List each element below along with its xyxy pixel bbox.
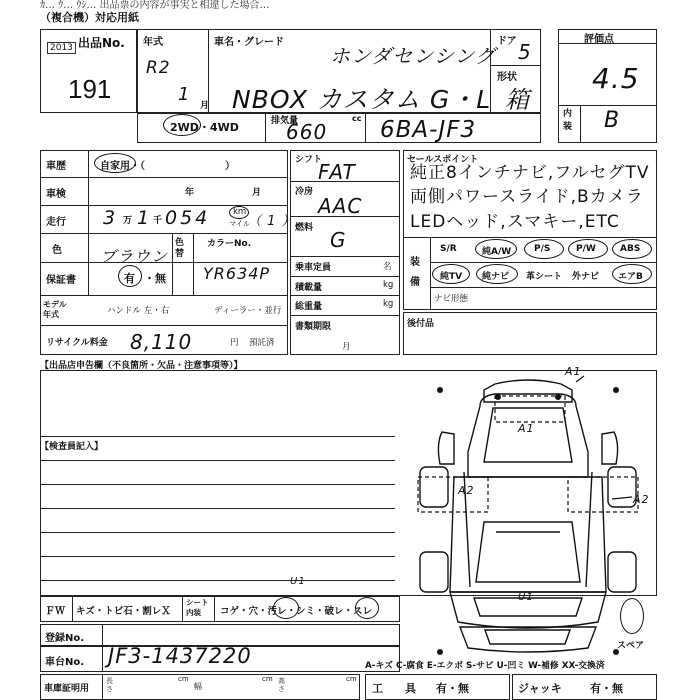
load-unit: kg [383,280,394,290]
divider [172,233,173,295]
chassis-code-value: 6BA-JF3 [380,117,477,143]
inspector-line [40,460,395,461]
mileage-unit-mile: マイル [229,220,250,228]
divider [490,65,541,66]
divider [580,105,581,143]
warranty-label: 保証書 [46,275,76,286]
equip-ps: P/S [534,244,551,254]
chassis-number: JF3-1437220 [108,644,252,668]
sales-point-line2: 両側パワースライド,Bカメラ [410,187,644,207]
inspection-month: 月 [252,188,262,198]
equip-leather: 革シート [526,272,563,282]
model-label: 車名・グレード [214,37,284,48]
cert-height-label: 高さ [278,677,285,693]
header-top-text: ｶ… ｳ… ｳｼ… 出品票の内容が事実と相違した場合… [40,0,270,11]
diagram-mark-u1: U1 [518,592,534,603]
history-private-circle [94,153,136,173]
history-value: 自家用・（ ） [100,161,235,172]
year-era: R2 [146,58,171,78]
model-year-dealer: ディーラー・並行 [214,306,282,316]
shift-value: FAT [318,160,356,184]
warranty-no: ・無 [144,272,166,285]
diagram-mark-a2-left: A2 [458,484,475,497]
divider [102,674,103,700]
divider [365,113,366,143]
mileage-km-circle [229,206,249,219]
fw-label: ＦＷ [45,606,65,617]
diagram-mark-a1: A1 [518,422,535,435]
drive-2wd-circle [163,114,201,136]
color-no: YR634P [203,264,271,283]
year-month-label: 月 [200,101,210,111]
model-year-label: モデル年式 [43,300,67,319]
ac-label: 冷房 [295,187,314,197]
score-value: 4.5 [592,62,640,95]
seat-items: コゲ・穴・汚レ・シミ・破レ・スレ [220,606,373,617]
sales-point-label: セールスポイント [407,155,479,165]
divider [558,105,657,106]
divider [40,177,288,178]
inspection-label: 車検 [46,189,66,200]
seller-notes-label: 【出品店申告欄（不良箇所・欠品・注意事項等）】 [40,361,243,371]
year-month-num: 1 [178,84,191,105]
body-type-label: 形状 [497,72,517,83]
diagram-mark-a2-right: A2 [633,493,650,506]
color-label: 色 [52,245,62,256]
capacity-label: 乗車定員 [295,263,332,273]
weight-label: 総重量 [295,302,323,312]
inspector-line [40,484,395,485]
registration-period-label: 書類期限 [295,322,332,332]
fuel-label: 燃料 [295,223,314,233]
inspector-line [40,508,395,509]
year-label: 年式 [143,37,163,48]
score-label: 評価点 [584,34,614,45]
divider [290,256,400,257]
equip-abs-circle [612,239,652,259]
equip-aw: 純A/W [482,247,512,257]
doors-value: 5 [518,40,532,64]
equip-abs: ABS [620,244,641,254]
recycle-label: リサイクル料金 [46,338,108,348]
spare-tire-icon [620,598,644,634]
divider [182,596,183,622]
equip-pw-circle [568,239,608,259]
divider [403,237,657,238]
inspector-line [40,556,395,557]
mileage-rest: 054 [165,207,211,229]
mileage-label: 走行 [46,217,66,228]
chassis-label: 車台No. [45,657,85,668]
inspector-line [40,532,395,533]
inspector-label: 【検査員記入】 [40,442,104,452]
jack-value: 有・無 [590,682,623,695]
cert-length-label: 長さ [106,677,113,693]
warranty-yes-circle [118,265,142,287]
doors-label: ドア [497,36,517,47]
seat-dirt-circle [273,597,299,619]
equip-navi-media: ナビ形態 [434,294,469,304]
warranty-yes: 有 [124,272,135,285]
model-maker: ホンダセンシング [330,44,496,68]
drive-options: 2WD・4WD [170,121,239,134]
equip-ps-circle [524,239,564,259]
equip-tv-circle [432,264,470,284]
lot-label: 出品No. [78,36,125,50]
seat-scuff-circle [355,597,379,619]
divider [193,233,194,295]
spare-label: スペア [617,641,645,651]
aftermarket-label: 後付品 [407,319,435,329]
lot-year-tag: 2013 [47,42,76,54]
equip-tv: 純TV [440,272,463,282]
cert-height-unit: cm [346,675,357,683]
equip-airbag: エアB [618,272,643,282]
registration-row [40,624,400,646]
divider [430,287,657,288]
garage-cert-label: 車庫証明用 [44,684,90,694]
jack-label: ジャッキ [518,682,562,695]
equip-airbag-circle [612,264,652,284]
cert-length-unit: cm [178,675,189,683]
weight-unit: kg [383,299,394,309]
tools-label: 工 具 [372,682,416,695]
recycle-value: 8,110 [130,330,193,354]
model-year-handle: ハンドル 左・右 [107,306,170,316]
equipment-label: 装備 [410,257,420,288]
equip-sr: S/R [440,244,457,254]
diagram-mark-a1-top: A1 [565,365,582,378]
displacement-value: 660 [286,120,328,144]
equip-pw: P/W [576,244,596,254]
capacity-unit: 名 [383,262,392,272]
registration-label: 登録No. [45,633,85,644]
inspector-line [40,580,395,581]
color-value: ブラウン [100,247,169,266]
mileage-man-unit: 万 [123,216,133,226]
divider [88,150,89,295]
divider [430,262,657,263]
seat-mark: U1 [290,576,306,587]
seat-label: シート内装 [186,598,209,617]
equip-navi-circle [476,264,518,284]
inspection-year: 年 [185,188,195,198]
divider [290,315,400,316]
damage-legend: A-キズ C-腐食 E-エクボ S-サビ U-凹ミ W-補修 XX-交換済 [365,661,605,671]
shift-label: シフト [295,155,323,165]
divider [40,295,288,296]
interior-value: B [604,108,621,133]
mileage-unit-km: km [233,207,247,217]
divider [40,233,288,234]
divider [430,237,431,310]
interior-label: 内装 [563,109,573,132]
registration-period-month: 月 [342,342,351,352]
divider [40,436,395,437]
recycle-unit: 円 [230,338,239,348]
divider [265,113,266,143]
recycle-note: 預託済 [249,338,275,348]
aftermarket-block [403,312,657,355]
lot-number: 191 [68,74,112,104]
displacement-unit: cc [352,114,362,123]
divider [290,295,400,296]
mileage-sen-unit: 千 [153,216,163,226]
divider [102,646,103,672]
color-no-label: カラーNo. [207,239,252,249]
car-diagram [400,372,657,672]
equip-ext-navi: 外ナビ [572,272,600,282]
model-name: NBOX カスタム G・L [232,85,492,114]
mileage-man: 3 [103,207,117,229]
divider [40,205,288,206]
divider [214,596,215,622]
tools-value: 有・無 [436,682,469,695]
header-subtitle: （複合機）対応用紙 [40,11,139,24]
divider [72,596,73,622]
displacement-label: 排気量 [271,116,299,126]
fuel-value: G [330,228,347,252]
sales-point-line3: LEDヘッド,スマキー,ETC [410,212,620,232]
mileage-paren: （ 1 ） [248,214,296,229]
color-change-label: 色替 [175,238,185,259]
cert-width-label: 幅 [194,682,202,691]
divider [40,325,288,326]
body-type-value: 箱 [505,86,530,114]
divider [102,624,103,646]
equip-aw-circle [475,239,517,259]
divider [290,276,400,277]
cert-width-unit: cm [262,675,273,683]
load-label: 積載量 [295,283,323,293]
history-label: 車歴 [46,161,66,172]
equip-navi: 純ナビ [482,272,510,282]
mileage-sen: 1 [137,207,151,229]
ac-value: AAC [318,194,363,218]
sales-point-line1: 純正8インチナビ,フルセグTV [410,163,650,183]
fw-items: キズ・トビ石・割レＸ [76,606,171,617]
